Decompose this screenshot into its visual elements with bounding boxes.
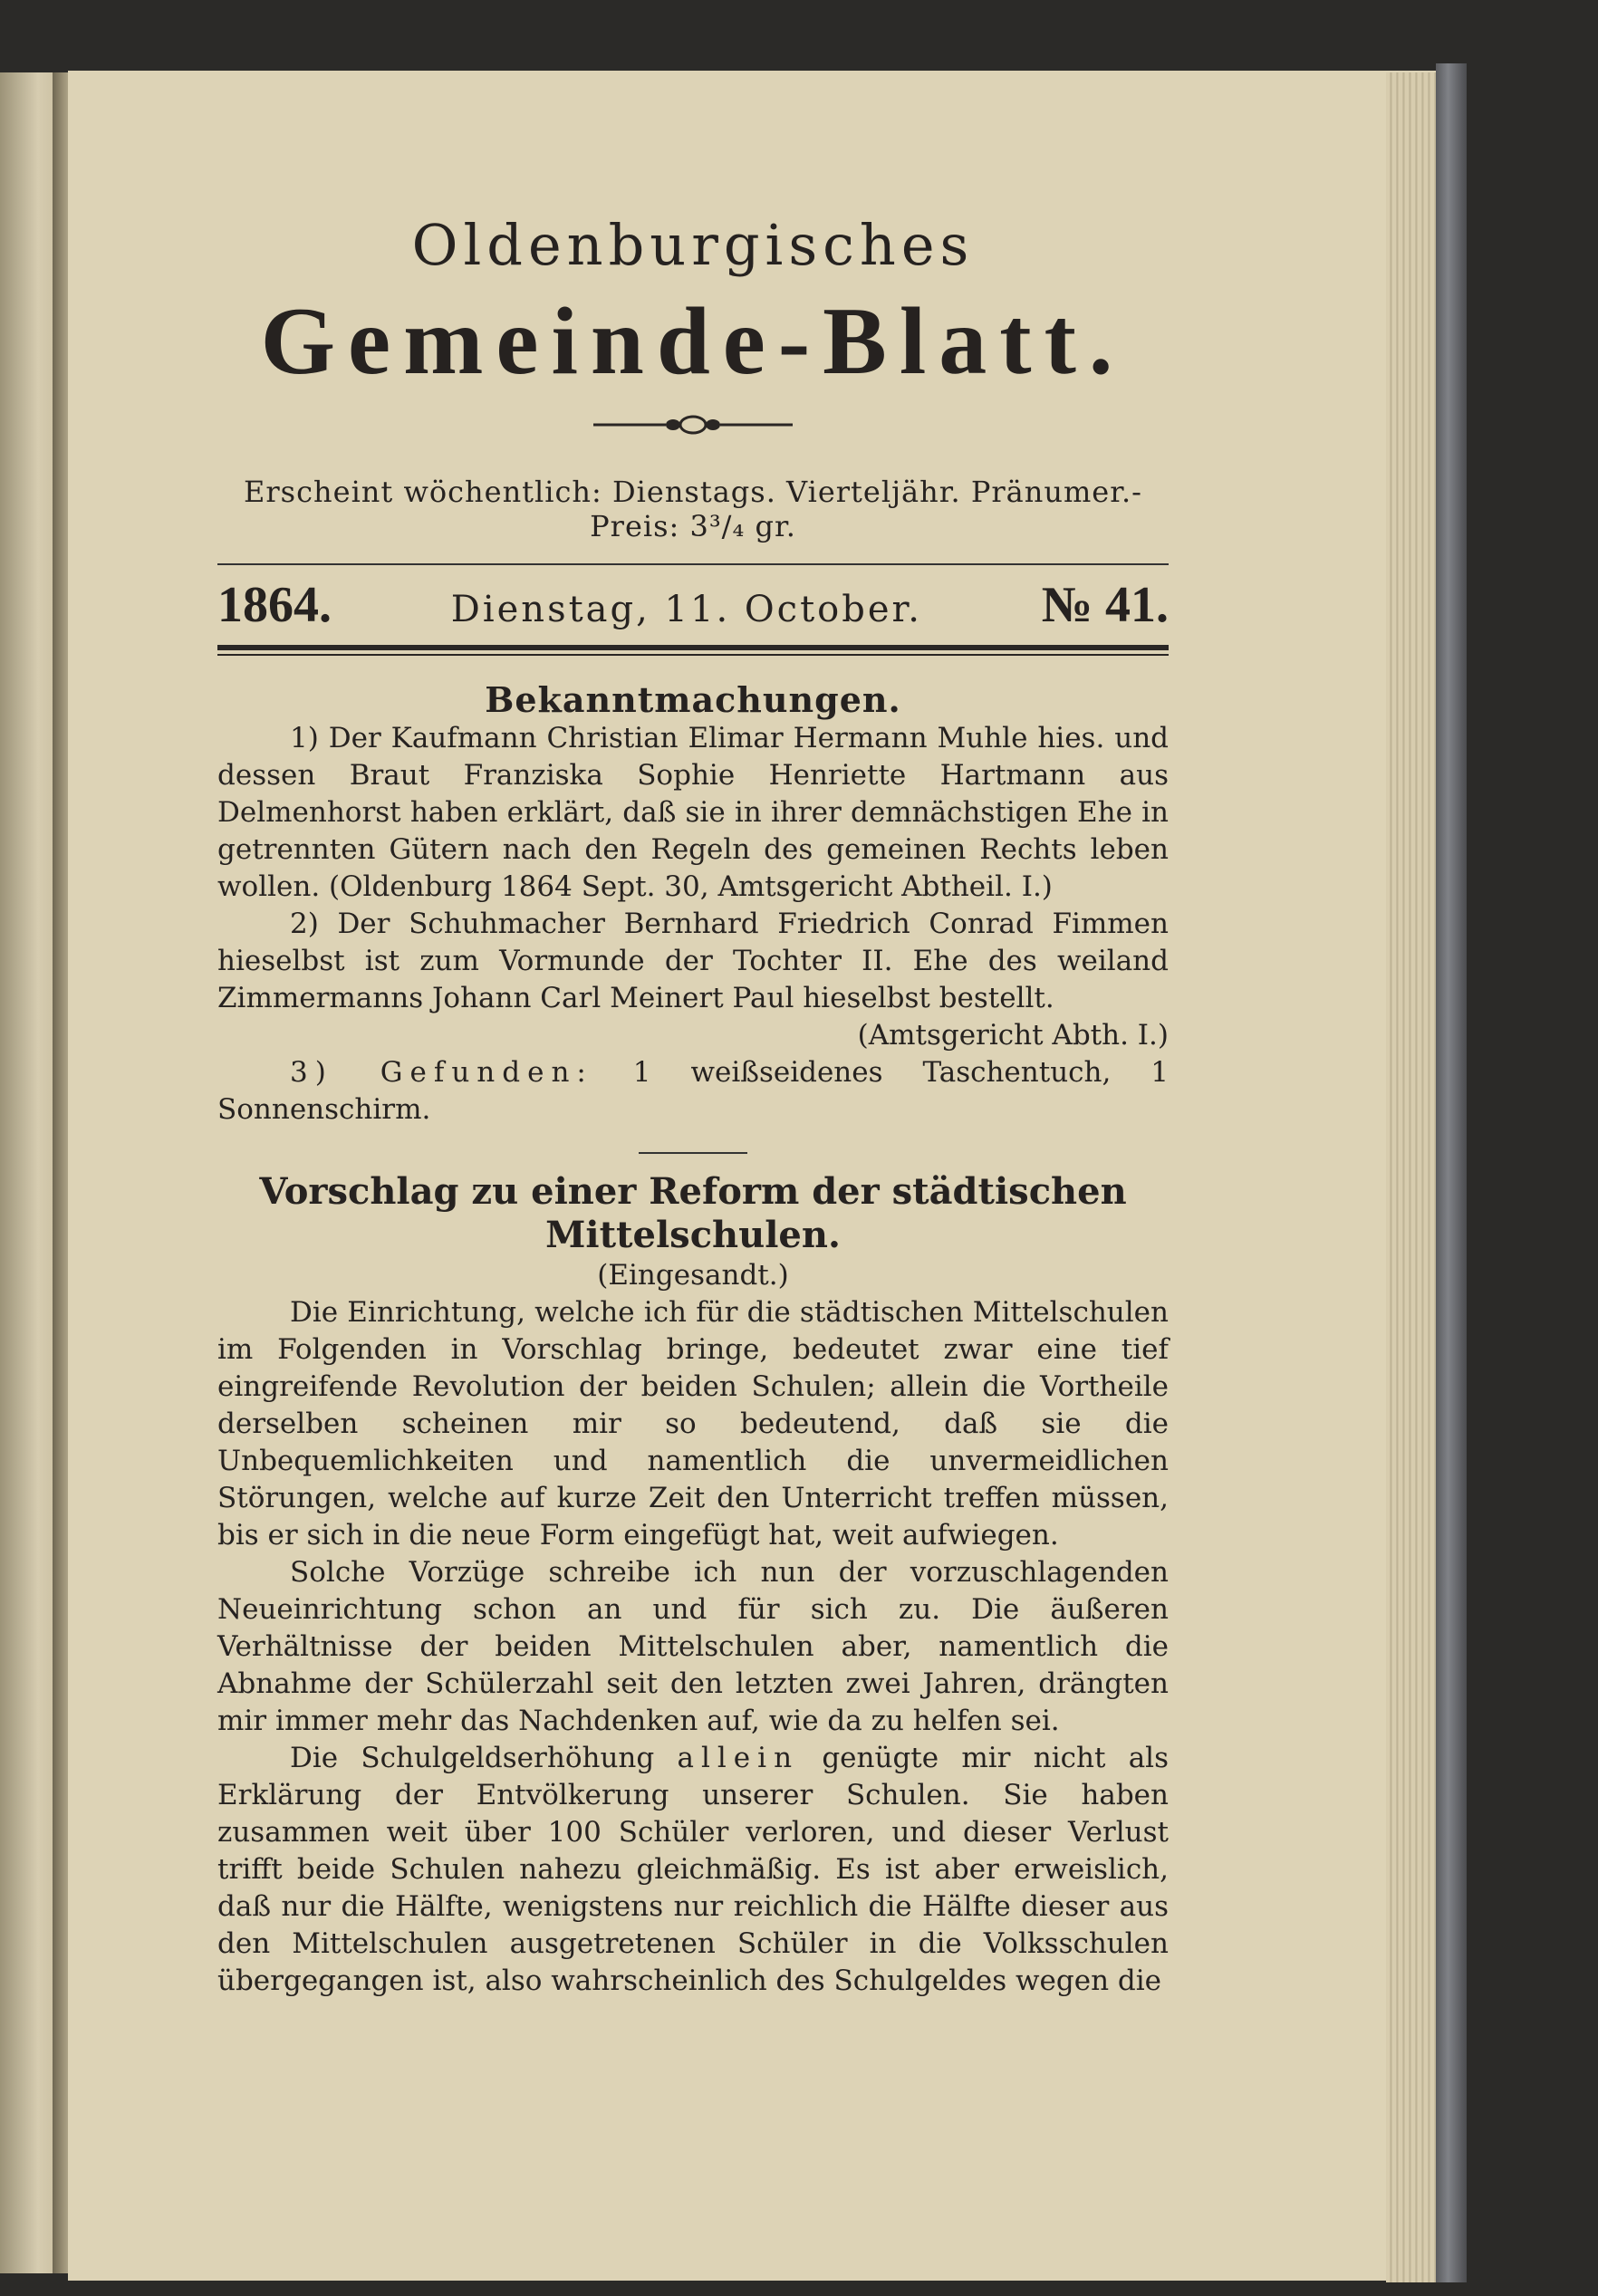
ornament-divider-icon bbox=[593, 411, 793, 438]
article-paragraph-3 bbox=[217, 1740, 1169, 2000]
p3-emphasis: allein bbox=[677, 1741, 800, 1774]
announcement-item-1: 1) Der Kaufmann Christian Elimar Hermann Muhle hies. und dessen Braut Franziska Sophie Henriette Hartmann aus Delmenhorst haben erklärt, daß sie in ihrer demnächstigen Ehe in getrennten Gütern nach den Regeln des gemeinen Rechts leben wollen. (Oldenburg 1864 Sept. 30, Amtsgericht Abtheil. I.) bbox=[217, 721, 1169, 903]
section-separator bbox=[639, 1152, 747, 1154]
item3-label: 3) Gefunden: bbox=[290, 1055, 593, 1089]
page-stack-edges bbox=[1386, 72, 1440, 2282]
issue-number: № 41. bbox=[1041, 576, 1169, 633]
masthead-title: Gemeinde-Blatt. bbox=[260, 288, 1126, 394]
p3-rest: genügte mir nicht als Erklärung der Entvölkerung unserer Schulen. Sie haben zusammen weit über 100 Schüler verloren, und dieser Verlust trifft beide Schulen nahezu gleichmäßig. Es ist aber erweislich, daß nur die Hälfte, wenigstens nur reichlich die Hälfte dieser aus den Mittelschulen ausgetretenen Schüler in die Volksschulen übergegangen ist, also wahrscheinlich des Schulgeldes wegen die bbox=[217, 1741, 1169, 1997]
rule-under bbox=[217, 654, 1169, 656]
rule-thick bbox=[217, 645, 1169, 650]
page-content bbox=[217, 199, 1169, 2000]
issue-date: Dienstag, 11. October. bbox=[450, 588, 922, 630]
announcement-item-3 bbox=[217, 1054, 1169, 1129]
masthead-subtitle: Oldenburgisches bbox=[411, 212, 975, 278]
book-cover-edge bbox=[1436, 63, 1467, 2282]
item3-text: 1 weißseidenes Taschentuch, 1 Sonnenschirm. bbox=[217, 1055, 1169, 1126]
p3-start: Die Schulgeldserhöhung bbox=[290, 1741, 655, 1774]
publication-info: Erscheint wöchentlich: Dienstags. Vierteljähr. Pränumer.-Preis: 3³/₄ gr. bbox=[244, 474, 1142, 543]
article-note: (Eingesandt.) bbox=[597, 1258, 789, 1292]
announcement-item-2-source: (Amtsgericht Abth. I.) bbox=[857, 1018, 1169, 1052]
article-paragraph-1: Die Einrichtung, welche ich für die städtischen Mittelschulen im Folgenden in Vorschlag bringe, bedeutet zwar eine tief eingreifende Revolution der beiden Schulen; allein die Vortheile derselben scheinen mir so bedeutend, daß sie die Unbequemlichkeiten und namentlich die unvermeidlichen Störungen, welche auf kurze Zeit den Unterricht treffen müssen, bis er sich in die neue Form eingefügt hat, weit aufwiegen. bbox=[217, 1295, 1169, 1551]
article-paragraph-2: Solche Vorzüge schreibe ich nun der vorzuschlagenden Neueinrichtung schon an und für sich zu. Die äußeren Verhältnisse der beiden Mittelschulen aber, namentlich die Abnahme der Schülerzahl seit den letzten zwei Jahren, drängten mir immer mehr das Nachdenken auf, wie da zu helfen sei. bbox=[217, 1555, 1169, 1737]
article-heading: Vorschlag zu einer Reform der städtischen Mittelschulen. bbox=[259, 1169, 1127, 1256]
announcements-heading: Bekanntmachungen. bbox=[485, 678, 901, 720]
rule-top bbox=[217, 563, 1169, 565]
dateline bbox=[217, 576, 1169, 634]
announcement-item-2: 2) Der Schuhmacher Bernhard Friedrich Conrad Fimmen hieselbst ist zum Vormunde der Tochter II. Ehe des weiland Zimmermanns Johann Carl Meinert Paul hieselbst bestellt. bbox=[217, 907, 1169, 1014]
issue-year: 1864. bbox=[217, 576, 332, 633]
